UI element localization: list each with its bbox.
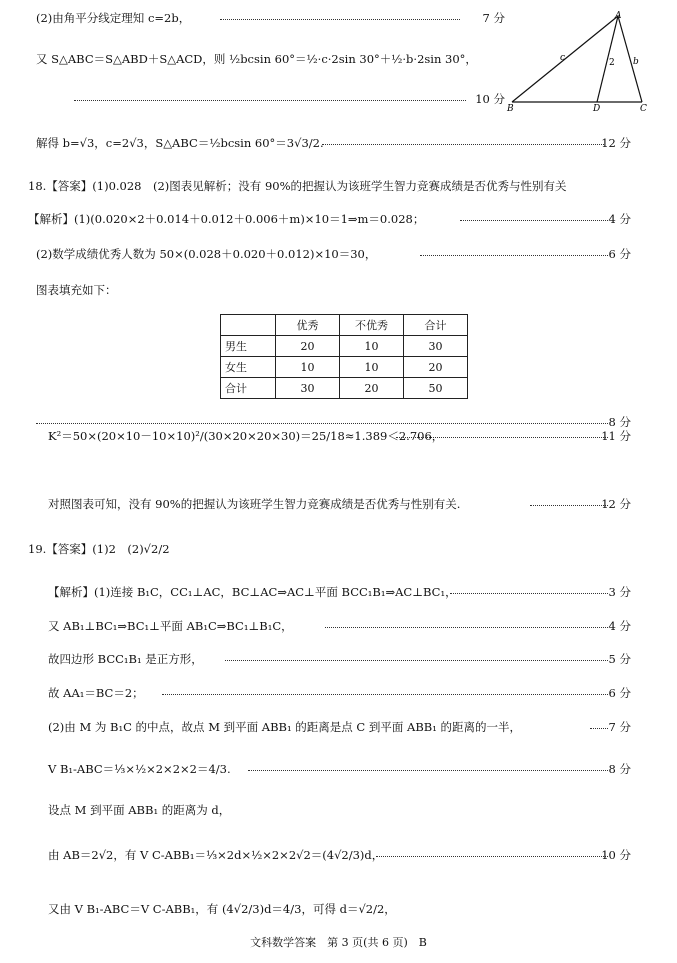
line-text: 设点 M 到平面 ABB₁ 的距离为 d，	[48, 803, 231, 817]
line-3	[0, 87, 677, 111]
line-2	[0, 47, 677, 71]
line-text: 由 AB＝2√2，有 V C-ABB₁＝⅓×2d×½×2×2√2＝(4√2/3)d，	[48, 848, 384, 862]
table-cell: 30	[404, 336, 468, 357]
leader-dots	[220, 19, 460, 20]
line-text: 又 S△ABC＝S△ABD＋S△ACD，则 ½bcsin 60°＝½·c·2sin 30°＋½·b·2sin 30°，	[36, 52, 477, 66]
data-table	[220, 314, 468, 399]
table-cell: 合计	[221, 378, 276, 399]
leader-dots	[530, 505, 608, 506]
line-16	[0, 681, 677, 705]
table-cell: 不优秀	[340, 315, 404, 336]
table-cell: 优秀	[276, 315, 340, 336]
line-text: 故四边形 BCC₁B₁ 是正方形，	[48, 652, 203, 666]
leader-dots	[162, 694, 608, 695]
score: 8 分	[608, 762, 631, 776]
score: 4 分	[608, 212, 631, 226]
line-14	[0, 614, 677, 638]
line-19	[0, 798, 677, 822]
line-text: (2)由角平分线定理知 c=2b，	[36, 11, 191, 25]
line-text: 又由 V B₁-ABC＝V C-ABB₁，有 (4√2/3)d＝4/3，可得 d＝√2/2，	[48, 902, 396, 916]
line-10	[0, 424, 677, 448]
score: 12 分	[601, 497, 631, 511]
line-text: 对照图表可知，没有 90%的把握认为该班学生智力竞赛成绩是否优秀与性别有关.	[48, 497, 461, 511]
page-footer: 文科数学答案 第 3 页(共 6 页) B	[250, 936, 427, 949]
line-18	[0, 757, 677, 781]
line-text: (2)数学成绩优秀人数为 50×(0.028＋0.020＋0.012)×10＝30，	[36, 247, 377, 261]
line-1	[0, 6, 677, 30]
score: 7 分	[482, 11, 505, 25]
leader-dots	[396, 437, 608, 438]
line-text: K²＝50×(20×10－10×10)²/(30×20×20×30)＝25/18≈1.389＜2.706，	[48, 429, 444, 443]
line-text: 19.【答案】(1)2 (2)√2/2	[28, 542, 170, 556]
line-4	[0, 131, 677, 155]
leader-dots	[325, 627, 608, 628]
score: 10 分	[475, 92, 505, 106]
line-text: 解得 b=√3，c=2√3，S△ABC＝½bcsin 60°＝3√3/2.	[36, 136, 324, 150]
label-c-vertex: C	[640, 104, 647, 112]
score: 6 分	[608, 686, 631, 700]
line-8	[0, 278, 677, 302]
score: 3 分	[608, 585, 631, 599]
leader-dots	[450, 593, 608, 594]
line-text: 图表填充如下：	[36, 283, 117, 297]
table-cell: 10	[340, 357, 404, 378]
table-cell: 30	[276, 378, 340, 399]
table-row	[221, 378, 468, 399]
label-two: 2	[609, 58, 615, 68]
leader-dots	[74, 100, 466, 101]
score: 8 分	[608, 415, 631, 429]
line-12	[0, 537, 677, 561]
table-cell: 10	[276, 357, 340, 378]
line-13	[0, 580, 677, 604]
leader-dots	[590, 728, 608, 729]
label-b-vertex: B	[507, 104, 514, 112]
line-text: 【解析】(1)连接 B₁C，CC₁⊥AC，BC⊥AC⇒AC⊥平面 BCC₁B₁⇒AC⊥BC₁，	[48, 585, 457, 599]
score: 7 分	[608, 720, 631, 734]
line-text: 【解析】(1)(0.020×2＋0.014＋0.012＋0.006＋m)×10＝1⇒m＝0.028；	[28, 212, 425, 226]
label-d: D	[593, 104, 601, 112]
table-cell: 10	[340, 336, 404, 357]
line-text: (2)由 M 为 B₁C 的中点，故点 M 到平面 ABB₁ 的距离是点 C 到平面 ABB₁ 的距离的一半，	[48, 720, 521, 734]
score: 5 分	[608, 652, 631, 666]
leader-dots	[420, 255, 608, 256]
score: 6 分	[608, 247, 631, 261]
line-20	[0, 843, 677, 867]
table-cell: 20	[276, 336, 340, 357]
leader-dots	[376, 856, 608, 857]
label-side-c: c	[560, 53, 566, 63]
line-text: V B₁-ABC＝⅓×½×2×2×2＝4/3.	[48, 762, 231, 776]
table-cell: 女生	[221, 357, 276, 378]
line-7	[0, 242, 677, 266]
score: 12 分	[601, 136, 631, 150]
table-cell: 20	[404, 357, 468, 378]
table-header-row	[221, 315, 468, 336]
table-row	[221, 336, 468, 357]
leader-dots	[225, 660, 608, 661]
table-row	[221, 357, 468, 378]
table-cell: 50	[404, 378, 468, 399]
leader-dots	[248, 770, 608, 771]
line-5	[0, 174, 677, 198]
table-cell: 合计	[404, 315, 468, 336]
leader-dots	[460, 220, 608, 221]
table-cell: 20	[340, 378, 404, 399]
line-17	[0, 715, 677, 739]
label-a: A	[615, 11, 622, 21]
leader-dots	[322, 144, 604, 145]
line-text: 18.【答案】(1)0.028 (2)图表见解析；没有 90%的把握认为该班学生智力竞赛成绩是否优秀与性别有关	[28, 179, 567, 193]
score: 4 分	[608, 619, 631, 633]
table-cell: 男生	[221, 336, 276, 357]
label-side-b: b	[633, 57, 639, 67]
line-15	[0, 647, 677, 671]
table-cell	[221, 315, 276, 336]
score: 11 分	[601, 429, 631, 443]
line-11	[0, 492, 677, 516]
line-text: 故 AA₁＝BC＝2；	[48, 686, 144, 700]
line-21	[0, 897, 677, 921]
line-text: 又 AB₁⊥BC₁⇒BC₁⊥平面 AB₁C⇒BC₁⊥B₁C，	[48, 619, 293, 633]
line-6	[0, 207, 677, 231]
score: 10 分	[601, 848, 631, 862]
